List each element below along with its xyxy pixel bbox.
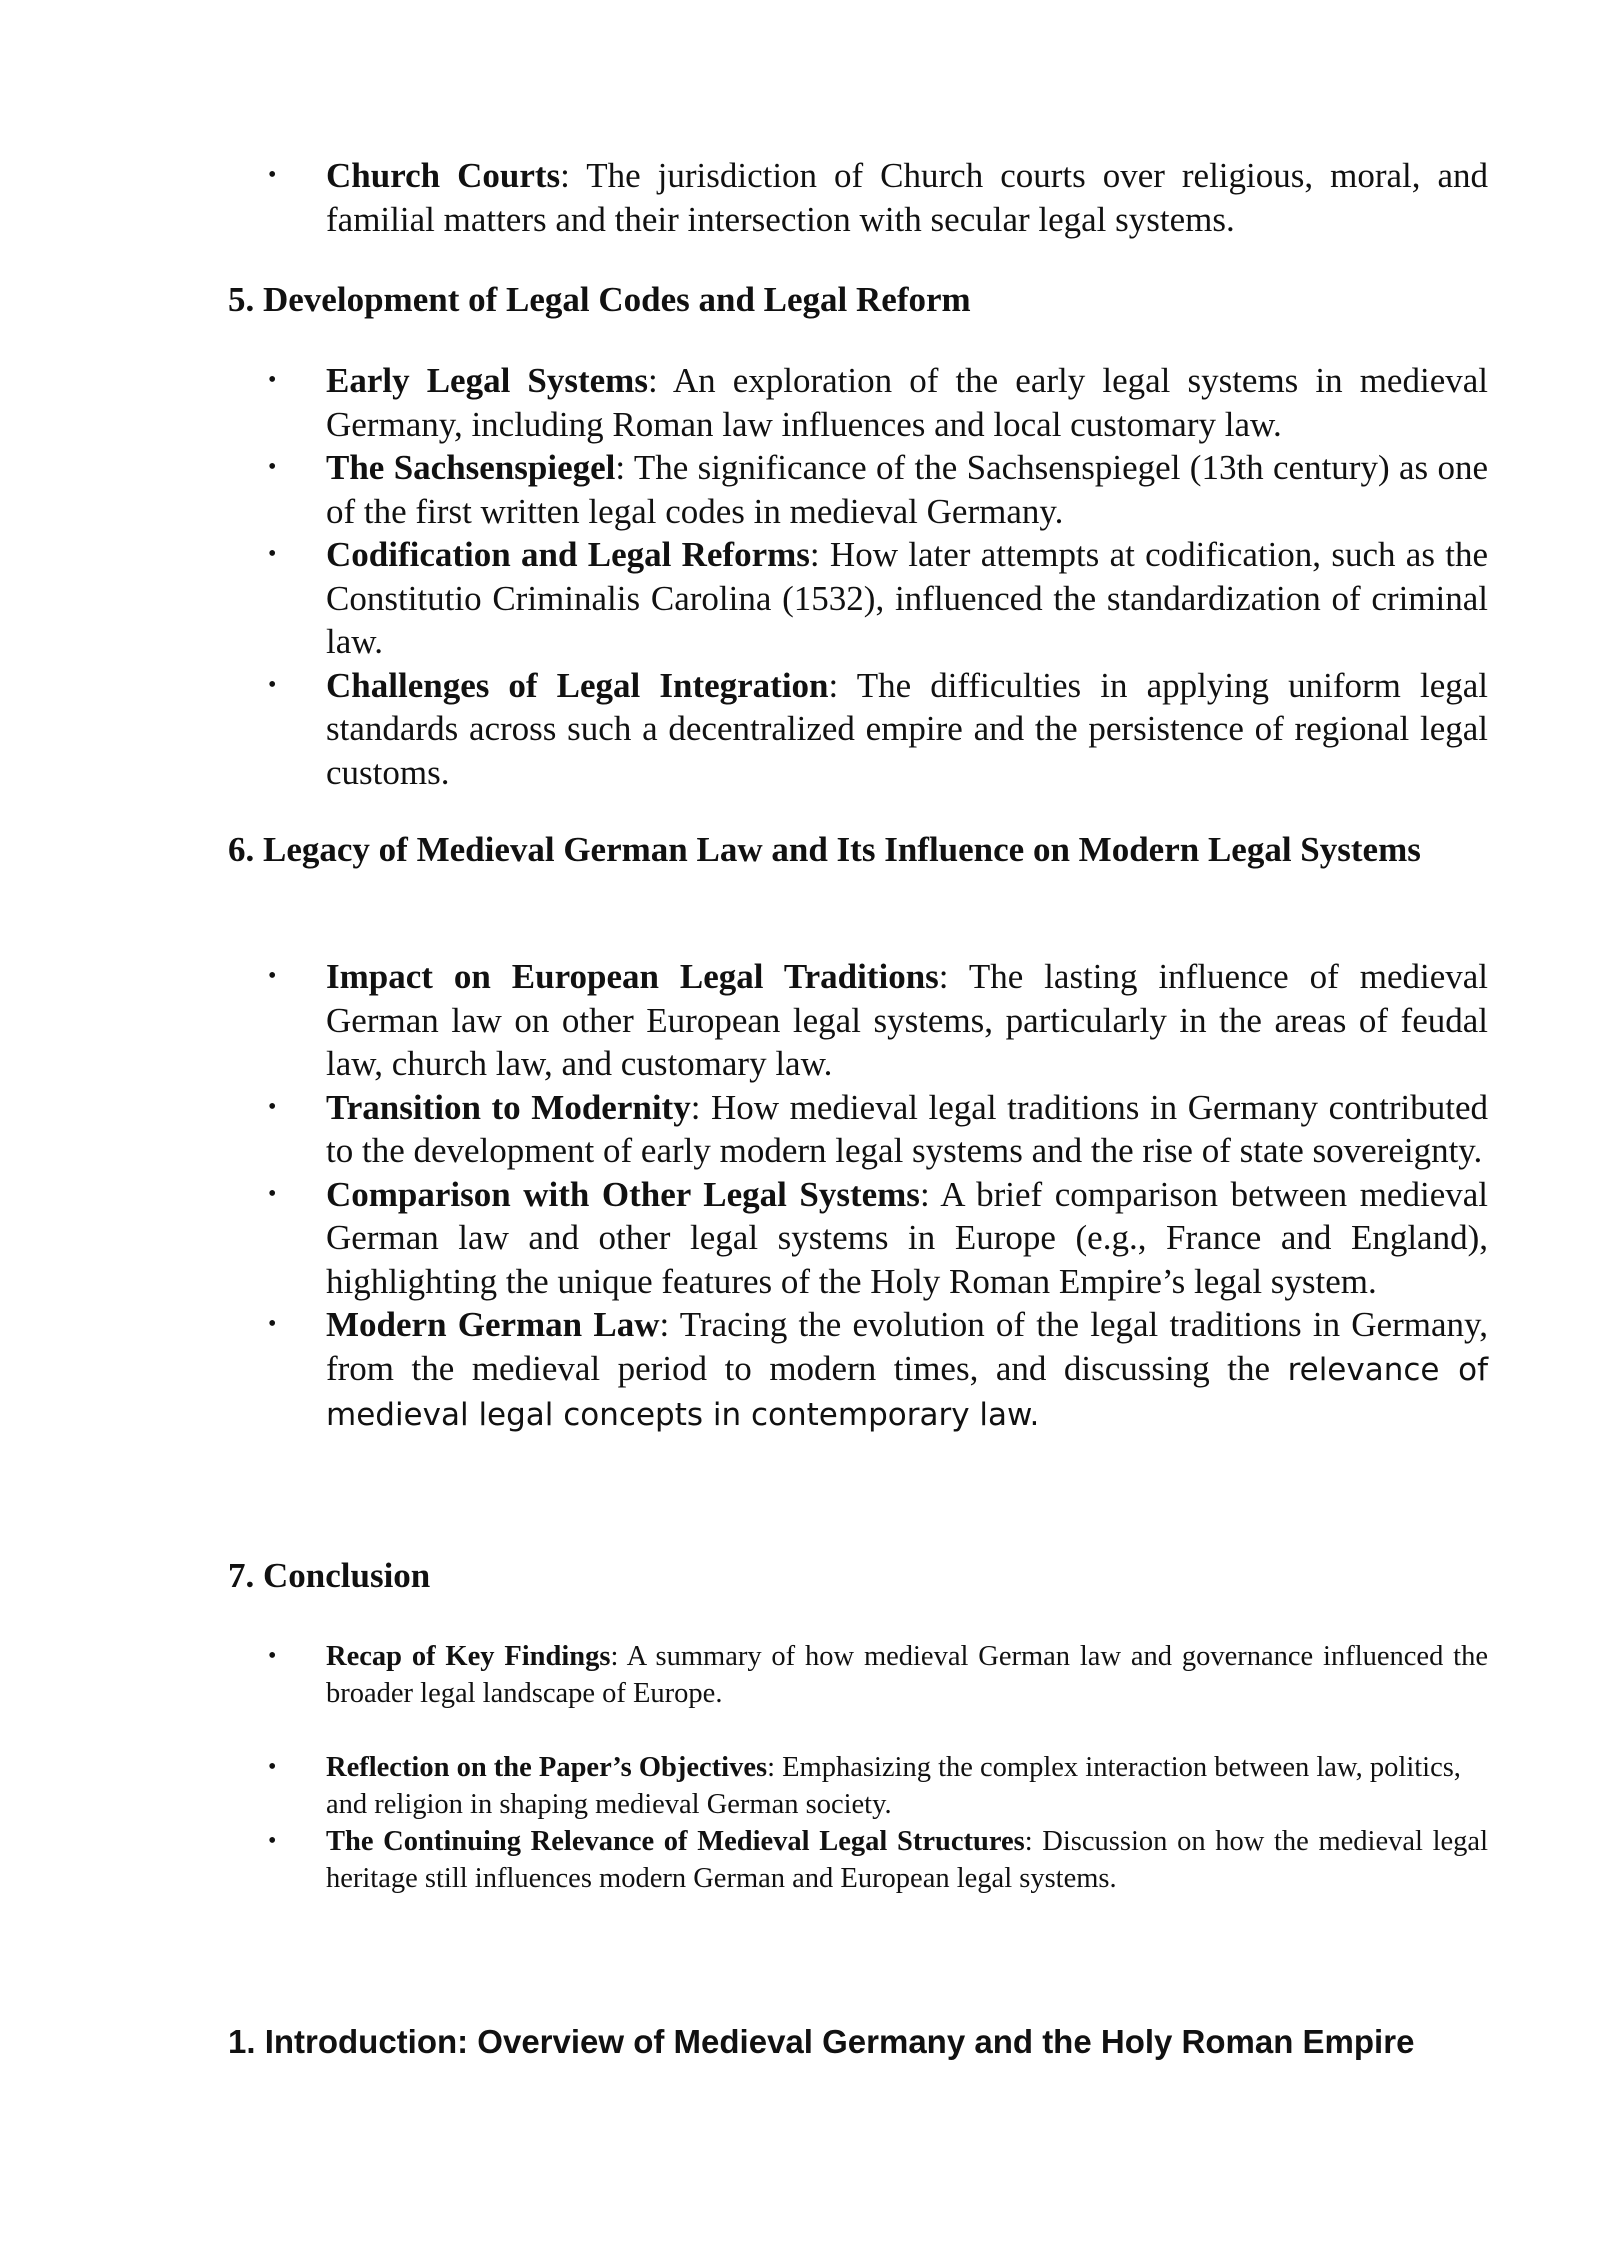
item-term: Early Legal Systems bbox=[326, 361, 648, 400]
item-text: : An exploration of the early legal systems in medieval Germany, including Roman law influences and local customary law. bbox=[326, 361, 1488, 444]
bullet: • bbox=[268, 162, 277, 188]
item-text: : A brief comparison between medieval German law and other legal systems in Europe (e.g., France and England), highlighting the unique features of the Holy Roman Empire’s legal system. bbox=[326, 1174, 1488, 1301]
item-term: Codification and Legal Reforms bbox=[326, 535, 810, 574]
item-term: Transition to Modernity bbox=[326, 1087, 691, 1127]
item-text: : How later attempts at codification, such as the Constitutio Criminalis Carolina (1532), influenced the standardization of criminal law. bbox=[326, 535, 1488, 661]
item-text: : The difficulties in applying uniform legal standards across such a decentralized empire and the persistence of regional legal customs. bbox=[326, 665, 1488, 792]
bullet: • bbox=[268, 1180, 277, 1207]
list-item bbox=[228, 1303, 1488, 1438]
list-item bbox=[228, 955, 1488, 1086]
bullet: • bbox=[268, 1093, 277, 1120]
list-item bbox=[228, 1086, 1488, 1173]
item-term: Modern German Law bbox=[326, 1305, 660, 1344]
item-term: The Sachsenspiegel bbox=[326, 448, 616, 487]
list-item bbox=[228, 1173, 1488, 1304]
section-7-list bbox=[228, 1638, 1488, 1897]
bullet: • bbox=[268, 1643, 277, 1669]
item-term: Challenges of Legal Integration bbox=[326, 665, 829, 705]
bullet: • bbox=[268, 367, 277, 393]
item-term: The Continuing Relevance of Medieval Legal Structures bbox=[326, 1826, 1025, 1857]
list-item bbox=[228, 359, 1488, 446]
item-text: : The lasting influence of medieval German law on other European legal systems, particularly in the areas of feudal law, church law, and customary law. bbox=[326, 957, 1488, 1083]
item-term: Church Courts bbox=[326, 156, 561, 195]
section-6-heading: 6. Legacy of Medieval German Law and Its Influence on Modern Legal Systems bbox=[228, 830, 1421, 869]
item-text: : Tracing the evolution of the legal traditions in Germany, from the medieval period to modern times, and discussing the bbox=[326, 1305, 1488, 1388]
item-term: Reflection on the Paper’s Objectives bbox=[326, 1752, 768, 1783]
bullet: • bbox=[268, 963, 277, 989]
section-7-heading: 7. Conclusion bbox=[228, 1556, 431, 1595]
section-1-heading: 1. Introduction: Overview of Medieval Germany and the Holy Roman Empire bbox=[228, 2023, 1415, 2060]
item-text: : How medieval legal traditions in Germany contributed to the development of early modern legal systems and the rise of state sovereignty. bbox=[326, 1087, 1488, 1170]
section-4-list bbox=[228, 154, 1488, 241]
item-term: Recap of Key Findings bbox=[326, 1641, 611, 1672]
list-item bbox=[228, 154, 1488, 241]
list-item bbox=[228, 446, 1488, 533]
list-item bbox=[228, 1749, 1506, 1823]
bullet: • bbox=[268, 541, 277, 567]
item-term: Impact on European Legal Traditions bbox=[326, 957, 939, 996]
list-item bbox=[228, 664, 1488, 795]
list-item bbox=[228, 533, 1488, 664]
bullet: • bbox=[268, 1828, 277, 1854]
item-text: : Emphasizing the complex interaction between law, politics, and religion in shaping medieval German society. bbox=[326, 1752, 1461, 1820]
item-text: : Discussion on how the medieval legal heritage still influences modern German and European legal systems. bbox=[326, 1826, 1488, 1894]
section-6-list bbox=[228, 955, 1488, 1438]
bullet: • bbox=[268, 1311, 277, 1337]
item-text-tail: relevance of medieval legal concepts in contemporary law. bbox=[326, 1351, 1488, 1433]
item-term: Comparison with Other Legal Systems bbox=[326, 1174, 920, 1214]
bullet: • bbox=[268, 671, 277, 698]
item-text: : The significance of the Sachsenspiegel (13th century) as one of the first written legal codes in medieval Germany. bbox=[326, 448, 1488, 531]
list-item bbox=[228, 1638, 1488, 1712]
section-5-heading: 5. Development of Legal Codes and Legal Reform bbox=[228, 280, 971, 319]
bullet: • bbox=[268, 1754, 277, 1780]
list-item bbox=[228, 1823, 1488, 1897]
section-5-list bbox=[228, 359, 1488, 794]
item-text: : The jurisdiction of Church courts over religious, moral, and familial matters and their intersection with secular legal systems. bbox=[326, 156, 1488, 239]
bullet: • bbox=[268, 454, 277, 480]
item-text: : A summary of how medieval German law and governance influenced the broader legal landscape of Europe. bbox=[326, 1641, 1488, 1709]
